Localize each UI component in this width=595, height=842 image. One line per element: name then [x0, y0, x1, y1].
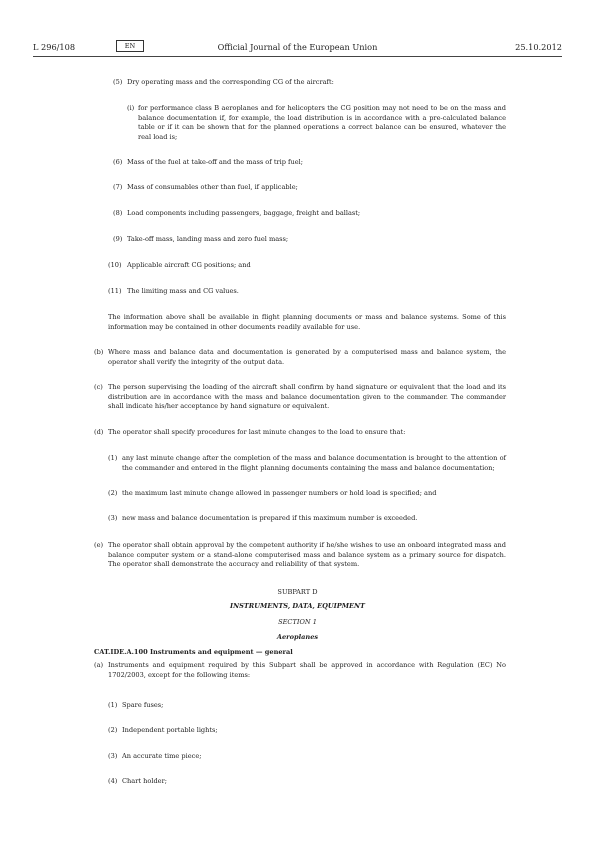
page-reference: L 296/108	[33, 42, 76, 52]
item-9-number: (9)	[113, 235, 123, 243]
language-badge: EN	[116, 40, 144, 52]
item-b-number: (b)	[94, 348, 104, 356]
section-title: Aeroplanes	[276, 633, 319, 641]
item-5-text: Dry operating mass and the corresponding CG of the aircraft:	[127, 78, 334, 86]
item-e-text: The operator shall obtain approval by the competent authority if he/she wishes to use an onboard integrated mass and balance computer system or a stand-alone computerised mass and balance system as a primary source for dispatch. The operator shall demonstrate the accuracy and reliability of that system.	[108, 541, 506, 568]
item-d1-text: any last minute change after the completion of the mass and balance documentation is brought to the attention of the commander and entered in the flight planning documents containing the mass and balance documentation;	[122, 454, 506, 472]
item-5-number: (5)	[113, 78, 123, 86]
subpart-title: INSTRUMENTS, DATA, EQUIPMENT	[230, 602, 365, 610]
article-title: CAT.IDE.A.100 Instruments and equipment — general	[94, 648, 293, 656]
article-a-number: (a)	[94, 661, 104, 669]
article-a4-text: Chart holder;	[122, 777, 167, 785]
page-header	[33, 42, 562, 54]
item-11-text: The limiting mass and CG values.	[127, 287, 239, 295]
item-c-text: The person supervising the loading of the aircraft shall confirm by hand signature or equivalent that the load and its distribution are in accordance with the mass and balance documentation given to the commander. The commander shall indicate his/her acceptance by hand signature or equivalent.	[108, 383, 506, 410]
item-d1-number: (1)	[108, 454, 118, 462]
publication-date: 25.10.2012	[515, 42, 562, 52]
item-11-number: (11)	[108, 287, 122, 295]
article-a4-number: (4)	[108, 777, 118, 785]
item-d-text: The operator shall specify procedures for last minute changes to the load to ensure that:	[108, 428, 406, 436]
item-d-number: (d)	[94, 428, 104, 436]
item-8-text: Load components including passengers, baggage, freight and ballast;	[127, 209, 361, 217]
item-b-text: Where mass and balance data and documentation is generated by a computerised mass and balance system, the operator shall verify the integrity of the output data.	[108, 348, 506, 366]
article-a2-number: (2)	[108, 726, 118, 734]
item-6-number: (6)	[113, 158, 123, 166]
item-6-text: Mass of the fuel at take-off and the mass of trip fuel;	[127, 158, 303, 166]
item-d2-text: the maximum last minute change allowed in passenger numbers or hold load is specified; and	[122, 489, 437, 497]
article-a1-text: Spare fuses;	[122, 701, 164, 709]
article-a2-text: Independent portable lights;	[122, 726, 218, 734]
item-d3-number: (3)	[108, 514, 118, 522]
article-a3-number: (3)	[108, 752, 118, 760]
item-9-text: Take-off mass, landing mass and zero fuel mass;	[127, 235, 289, 243]
item-i-text: for performance class B aeroplanes and for helicopters the CG position may not need to be on the mass and balance documentation if, for example, the load distribution is in accordance with a pre-calculated balance table or if it can be shown that for the planned operations a correct balance can be ensured, whatever the real load is;	[138, 104, 506, 141]
item-10-number: (10)	[108, 261, 122, 269]
article-a3-text: An accurate time piece;	[122, 752, 202, 760]
subpart-label: SUBPART D	[277, 588, 318, 596]
header-rule	[33, 56, 562, 57]
info-paragraph: The information above shall be available in flight planning documents or mass and balance systems. Some of this information may be contained in other documents readily available for use.	[108, 313, 506, 331]
item-7-text: Mass of consumables other than fuel, if applicable;	[127, 183, 298, 191]
article-a-text: Instruments and equipment required by this Subpart shall be approved in accordance with Regulation (EC) No 1702/2003, except for the following items:	[108, 661, 506, 679]
journal-title: Official Journal of the European Union	[217, 42, 378, 52]
item-10-text: Applicable aircraft CG positions; and	[127, 261, 251, 269]
item-d2-number: (2)	[108, 489, 118, 497]
item-d3-text: new mass and balance documentation is prepared if this maximum number is exceeded.	[122, 514, 418, 522]
item-8-number: (8)	[113, 209, 123, 217]
item-e-number: (e)	[94, 541, 104, 549]
item-7-number: (7)	[113, 183, 123, 191]
item-i-number: (i)	[127, 104, 135, 112]
article-a1-number: (1)	[108, 701, 118, 709]
item-c-number: (c)	[94, 383, 103, 391]
section-label: SECTION 1	[278, 618, 317, 626]
